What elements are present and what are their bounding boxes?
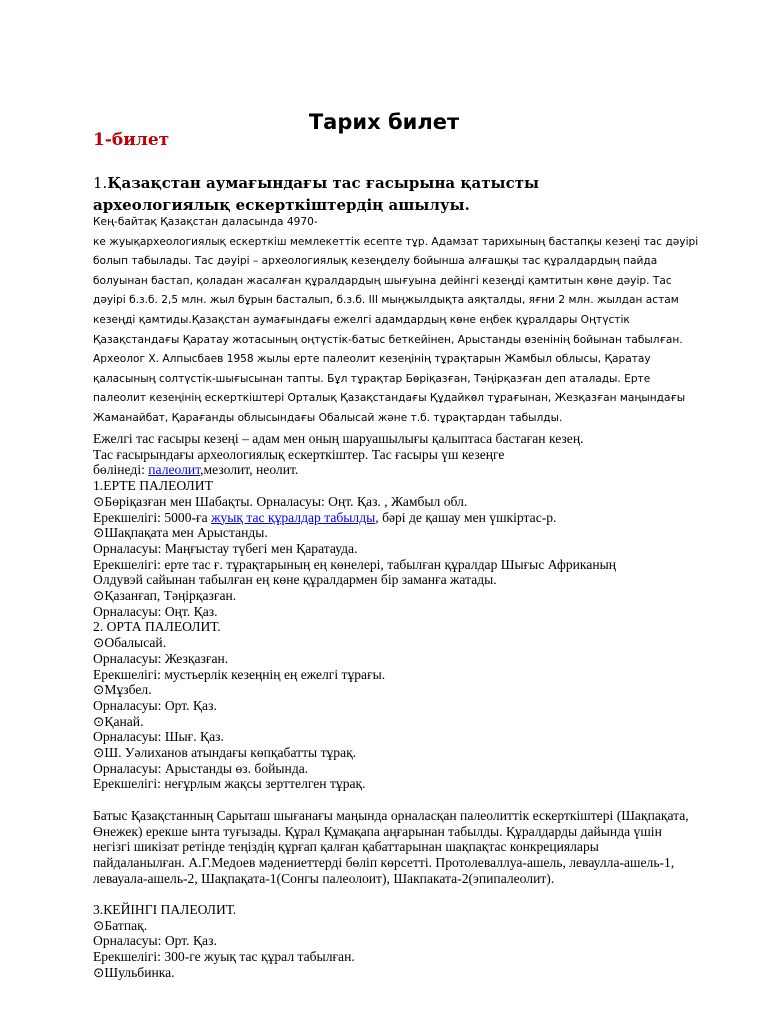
- body-line: Орналасуы: Шығ. Қаз.: [93, 729, 224, 745]
- document-title: Тарих билет: [308, 110, 460, 134]
- intro-line: кезеңді қамтиды.Қазақстан аумағындағы ежелгі адамдардың көне еңбек құралдары Оңтүстік: [93, 313, 630, 326]
- tools-suffix: , бәрі де қашау мен үшкіртас-р.: [375, 509, 557, 525]
- site-item: ⊙Бөріқазған мен Шабақты. Орналасуы: Оңт. Қаз. , Жамбыл обл.: [93, 493, 468, 509]
- intro-line: болып табылады. Тас дәуірі – археологиялық кезеңделу бойынша алғашқы тас құралдардың пайда: [93, 255, 658, 268]
- intro-line: Қазақстандағы Қаратау жотасының оңтүстік-батыс беткейінен, Арыстанды өзенінің бойынан табылған.: [93, 333, 683, 346]
- intro-line: Жаманайбат, Қарағанды облысындағы Обалысай және т.б. тұрақтардан табылды.: [93, 411, 563, 424]
- site-item: ⊙Батпақ.: [93, 917, 148, 933]
- question-heading: [93, 172, 693, 216]
- spacer: [93, 886, 693, 902]
- question-number: 1.: [93, 174, 108, 192]
- body-line: Орналасуы: Орт. Қаз.: [93, 697, 217, 713]
- intro-line: ке жуықархеологиялық ескерткіш мемлекеттік есепте тұр. Адамзат тарихының бастапқы кезеңі тас дәуірі: [93, 235, 699, 248]
- site-item: ⊙Мұзбел.: [93, 682, 152, 698]
- site-item: ⊙Қанай.: [93, 713, 144, 729]
- periods-prefix: бөлінеді:: [93, 462, 149, 478]
- body-line: Ерекшелігі: 300-ге жуық тас құрал табылған.: [93, 949, 355, 965]
- body-line: Ежелгі тас ғасыры кезеңі – адам мен оның шаруашылығы қалыптаса бастаған кезең.: [93, 431, 584, 446]
- section-heading-early-paleolith: 1.ЕРТЕ ПАЛЕОЛИТ: [93, 478, 213, 494]
- ticket-number: 1-билет: [93, 130, 170, 150]
- site-item: ⊙Шульбинка.: [93, 964, 175, 980]
- intro-line: Кең-байтақ Қазақстан даласында 4970-: [93, 216, 318, 228]
- body-line: Орналасуы: Маңғыстау түбегі мен Қаратауда.: [93, 540, 358, 556]
- question-line-1: Қазақстан аумағындағы тас ғасырына қатысты: [107, 174, 540, 192]
- site-item: ⊙Ш. Уәлиханов атындағы көпқабатты тұрақ.: [93, 745, 357, 761]
- body-line: Орналасуы: Жезқазған.: [93, 650, 229, 666]
- body-line: Тас ғасырындағы археологиялық ескерткіштер. Тас ғасыры үш кезеңге: [93, 446, 505, 462]
- site-item: ⊙Шақпақата мен Арыстанды.: [93, 525, 268, 541]
- question-line-2: археологиялық ескерткіштердің ашылуы.: [93, 196, 470, 214]
- section-heading-middle-paleolith: 2. ОРТА ПАЛЕОЛИТ.: [93, 619, 221, 635]
- body-line: Орналасуы: Арыстанды өз. бойында.: [93, 760, 309, 776]
- body-line: Орналасуы: Орт. Қаз.: [93, 933, 217, 949]
- site-item: ⊙Обалысай.: [93, 635, 167, 651]
- intro-line: қаласының солтүстік-шығысынан тапты. Бұл тұрақтар Бөріқазған, Тәңірқазған деп аталады. Ерте: [93, 372, 651, 385]
- body-line: Ерекшелігі: неғұрлым жақсы зерттелген тұрақ.: [93, 776, 366, 792]
- spacer: [93, 792, 693, 808]
- body-line: Ерекшелігі: ерте тас ғ. тұрақтарының ең көнелері, табылған құралдар Шығыс Африканың: [93, 556, 617, 572]
- stone-tools-link[interactable]: жуық тас құралдар табылды: [211, 509, 376, 525]
- tools-prefix: Ерекшелігі: 5000-ға: [93, 509, 212, 525]
- section-heading-late-paleolith: 3.КЕЙІНГІ ПАЛЕОЛИТ.: [93, 902, 237, 918]
- periods-suffix: ,мезолит, неолит.: [200, 462, 299, 478]
- intro-line: дәуірі б.з.б. 2,5 млн. жыл бұрын басталып, б.з.б. ІІІ мыңжылдықта аяқталды, яғни 2 млн. жылдан астам: [93, 294, 679, 307]
- site-item: ⊙Қазанғап, Тәңірқазған.: [93, 588, 237, 604]
- west-kazakhstan-paragraph: Батыс Қазақстанның Сарыташ шығанағы маңында орналасқан палеолиттік ескерткіштері (Шақпақата, Өнежек) ерекше ынта туғызады. Құрал Құмақапа аңғарынан табылды. Құралдарды дайында үшін негізгі шикізат ретінде теңіздің құрғап қалған қабаттарынан шақпақтас конкрециялары пайдаланылған. А.Г.Медоев мәдениеттерді бөліп көрсетті. Протолеваллуа-ашель, леваулла-ашель-1, левауала-ашель-2, Шақпақата-1(Сонгы палеолоит), Шакпаката-2(эпипалеолит).: [93, 807, 689, 886]
- intro-line: болуынан бастап, қоладан жасалған құралдардың шығуына дейінгі кезеңді қамтитын көне дәуір. Тас: [93, 274, 672, 287]
- body-text: [93, 431, 693, 981]
- body-line-tools: [93, 510, 693, 526]
- body-line: Орналасуы: Оңт. Қаз.: [93, 603, 218, 619]
- paleolith-link[interactable]: палеолит: [148, 462, 201, 478]
- body-line: Олдувэй сайынан табылған ең көне құралдармен бір заманға жатады.: [93, 572, 497, 588]
- body-line: Ерекшелігі: мустьерлік кезеңнің ең ежелгі тұрағы.: [93, 666, 386, 682]
- intro-line: палеолит кезеңінің ескерткіштері Орталық Қазақстандағы Құдайкөл тұрағынан, Жезқазған маңындағы: [93, 392, 686, 405]
- body-line-periods: [93, 462, 693, 478]
- intro-line: Археолог Х. Алпысбаев 1958 жылы ерте палеолит кезеңінің тұрақтарын Жамбыл облысы, Қаратау: [93, 353, 651, 366]
- intro-paragraph: [93, 213, 699, 429]
